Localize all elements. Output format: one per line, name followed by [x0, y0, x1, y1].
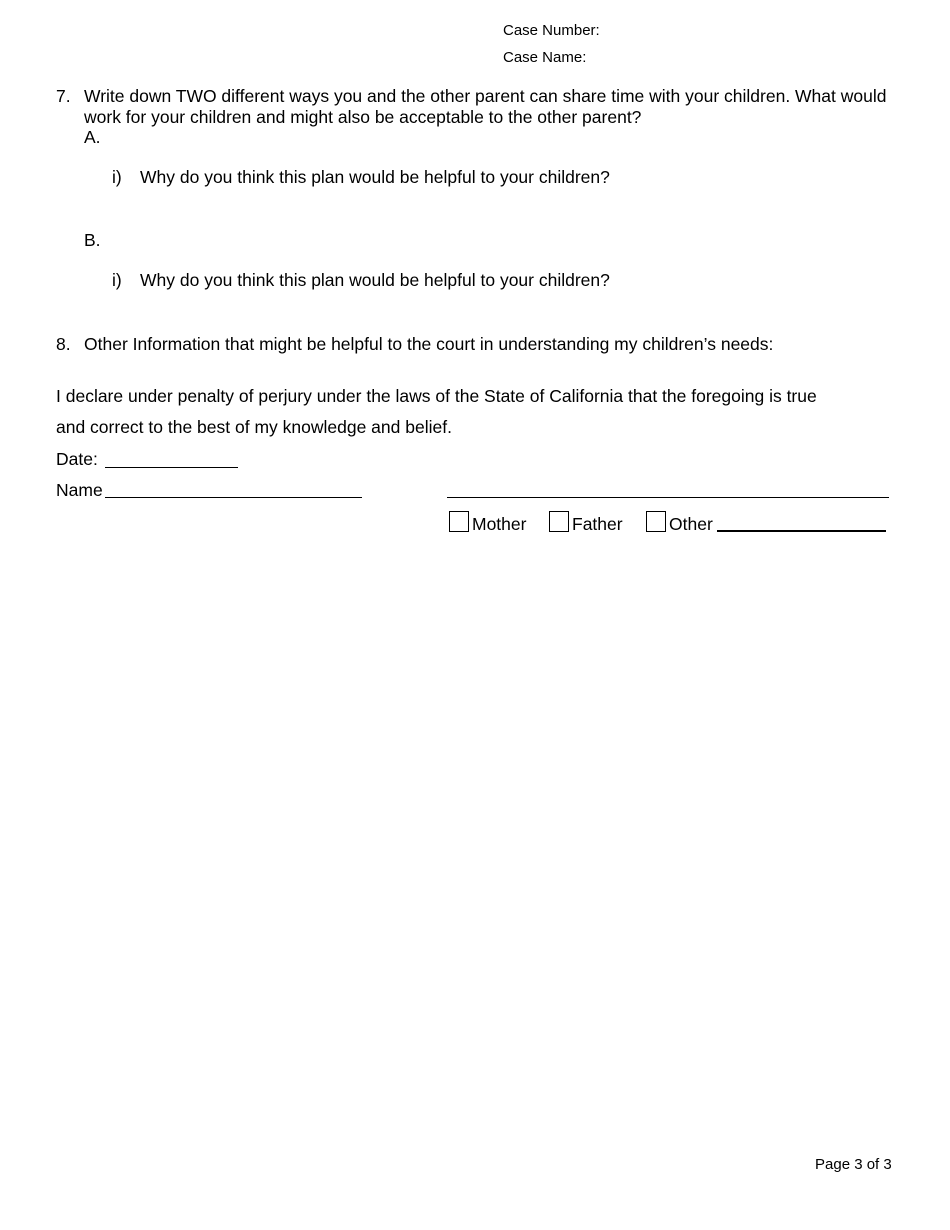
name-label: Name — [56, 480, 103, 500]
signature-line[interactable] — [447, 497, 889, 498]
declaration-line-1: I declare under penalty of perjury under the laws of the State of California that the foregoing is true — [56, 386, 817, 406]
option-a-label: A. — [84, 127, 101, 147]
declaration-line-2: and correct to the best of my knowledge and belief. — [56, 417, 452, 437]
option-b-label: B. — [84, 230, 101, 250]
other-label: Other — [669, 514, 713, 534]
option-b-sub-question: Why do you think this plan would be helpful to your children? — [140, 270, 610, 290]
date-field[interactable] — [105, 467, 238, 468]
other-specify-field[interactable] — [717, 530, 886, 532]
option-b-sub-number: i) — [112, 270, 122, 290]
case-name-label: Case Name: — [503, 49, 587, 66]
date-label: Date: — [56, 449, 98, 469]
question-7-number: 7. — [56, 86, 71, 106]
father-label: Father — [572, 514, 623, 534]
question-8-text: Other Information that might be helpful to the court in understanding my children’s needs: — [84, 334, 774, 354]
question-7-text: Write down TWO different ways you and the other parent can share time with your children. What would work for your children and might also be acceptable to the other parent? — [84, 86, 887, 127]
case-number-label: Case Number: — [503, 22, 600, 39]
name-field[interactable] — [105, 497, 362, 498]
mother-checkbox[interactable] — [449, 511, 469, 532]
page-number: Page 3 of 3 — [815, 1156, 892, 1173]
option-a-sub-number: i) — [112, 167, 122, 187]
mother-label: Mother — [472, 514, 527, 534]
father-checkbox[interactable] — [549, 511, 569, 532]
other-checkbox[interactable] — [646, 511, 666, 532]
question-8-number: 8. — [56, 334, 71, 354]
option-a-sub-question: Why do you think this plan would be helpful to your children? — [140, 167, 610, 187]
